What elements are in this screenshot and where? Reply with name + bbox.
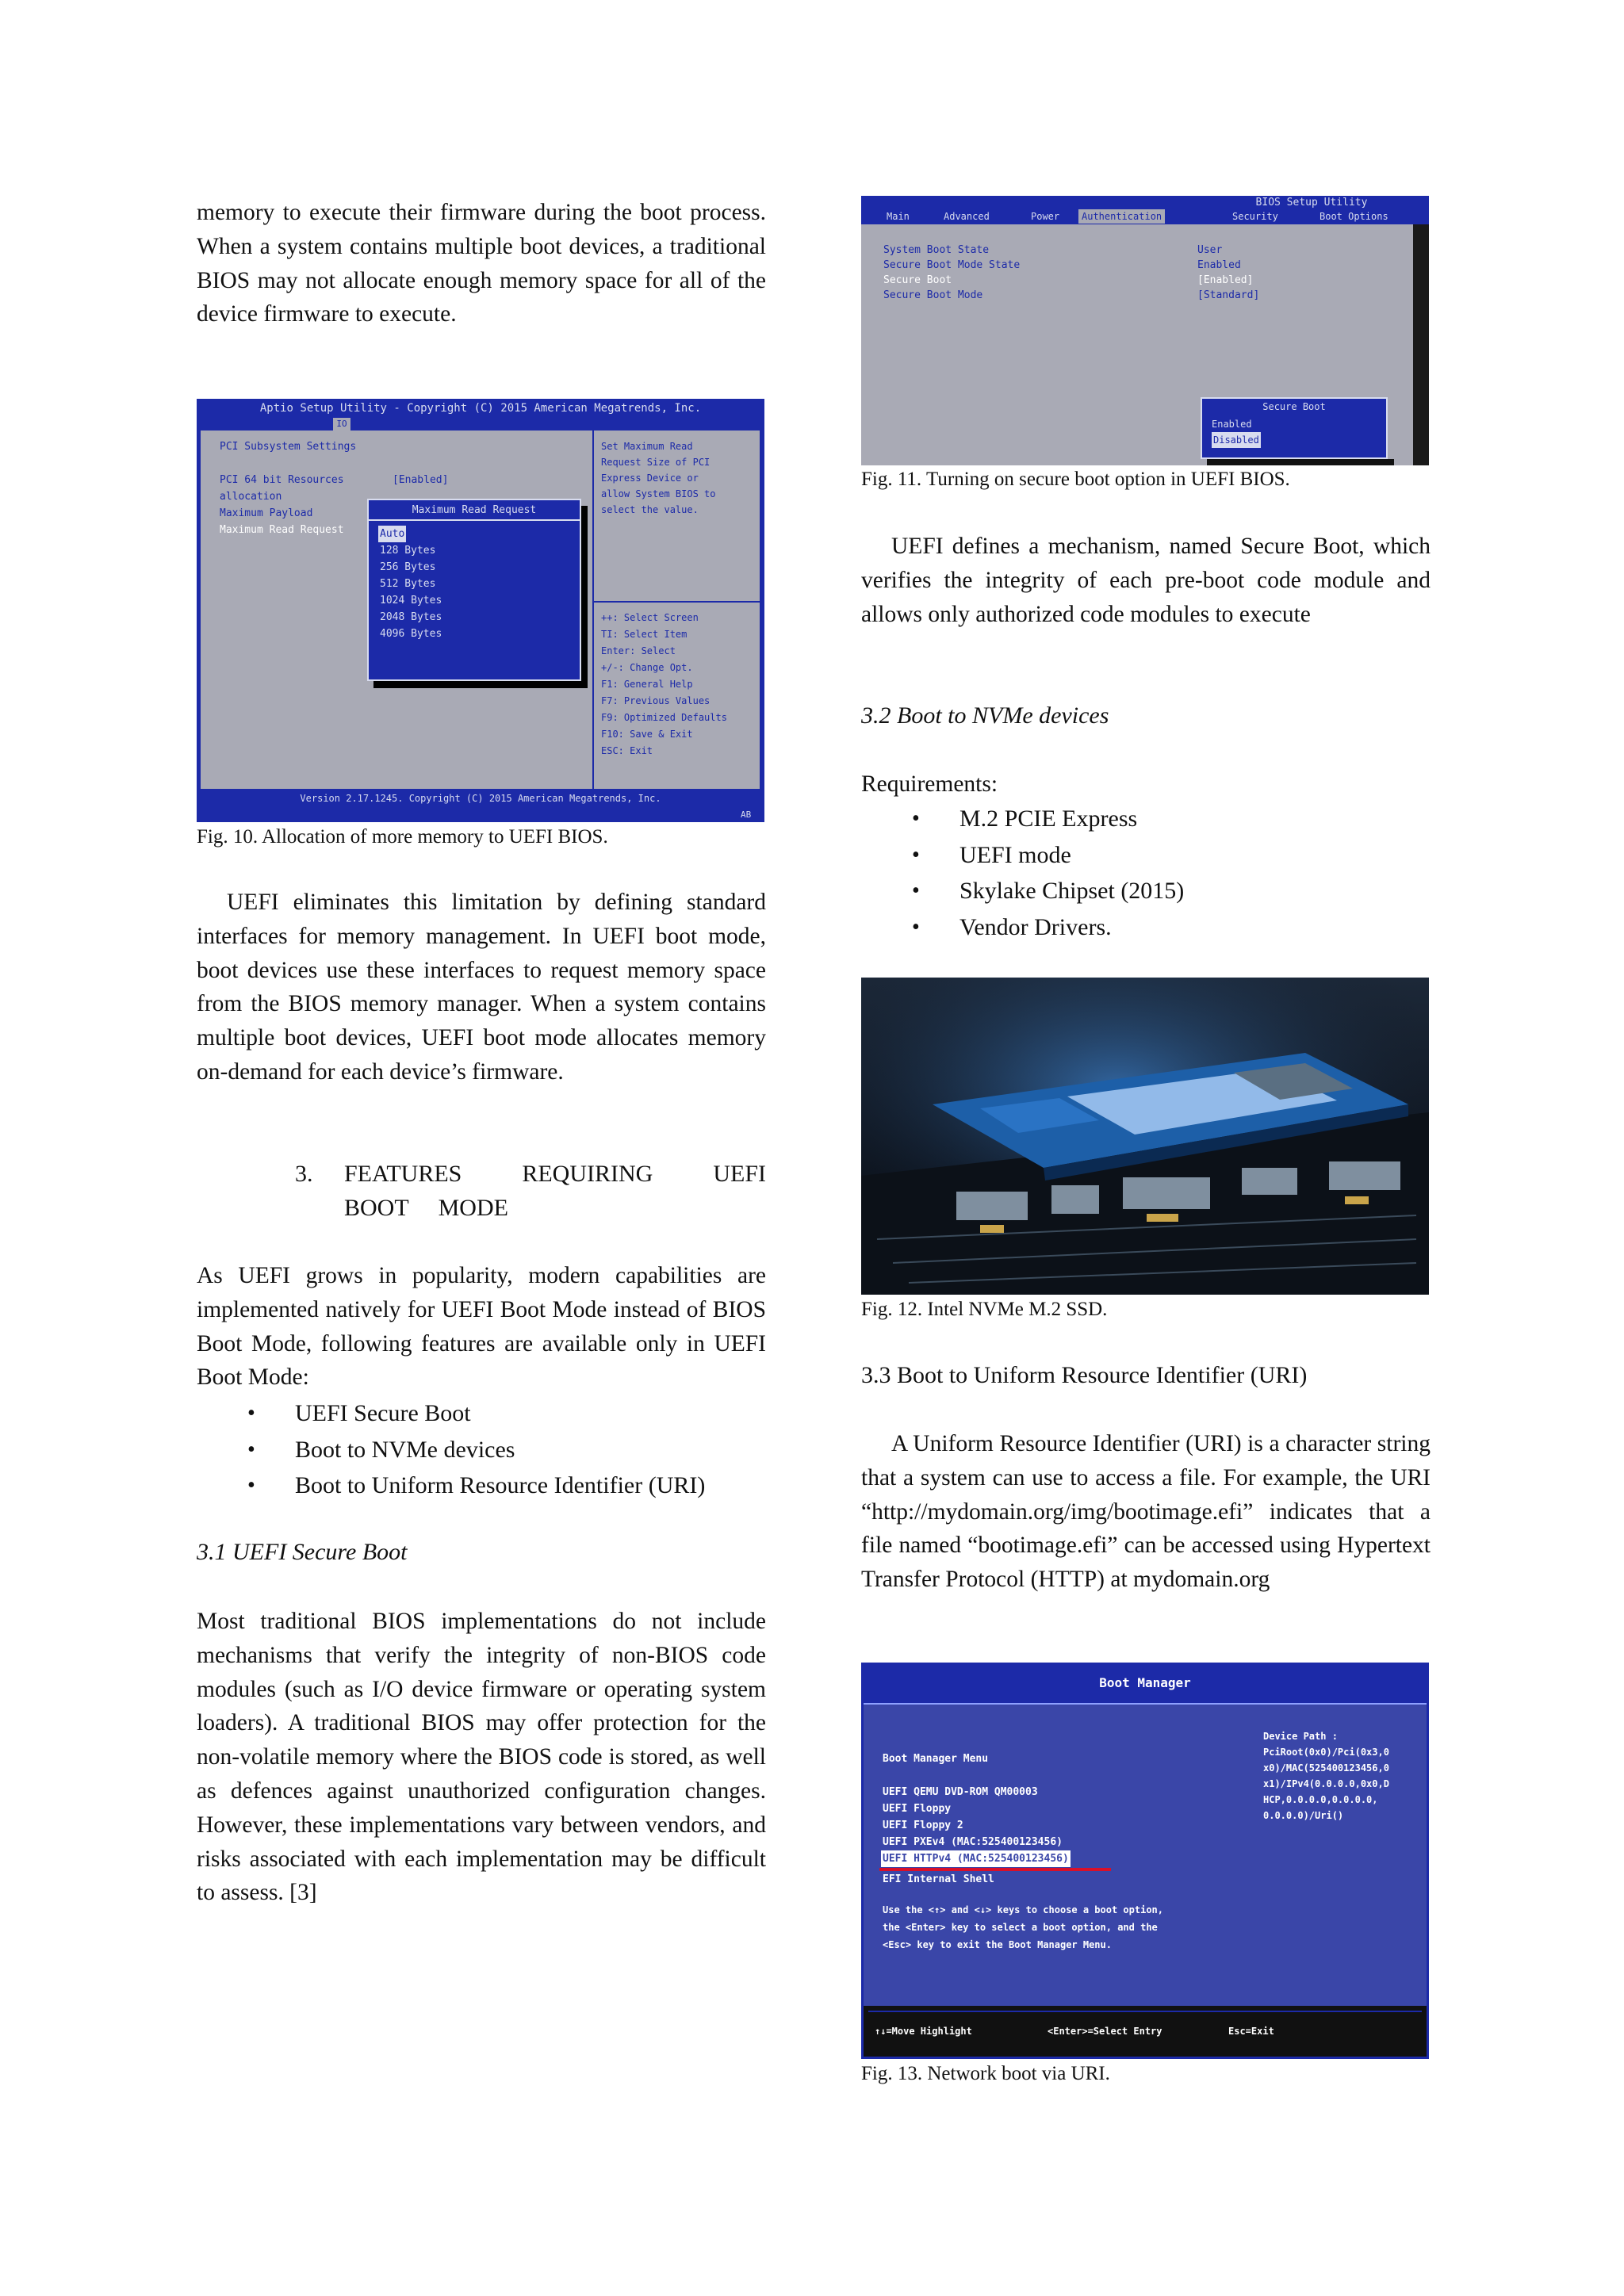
nvme-ssd-illustration [861, 978, 1429, 1295]
tab-boot-options[interactable]: Boot Options [1320, 211, 1388, 222]
list-item: • UEFI Secure Boot [197, 1395, 766, 1432]
option-auto[interactable]: Auto [378, 526, 406, 542]
boot-help-text: Use the <↑> and <↓> keys to choose a boot option, the <Enter> key to select a boot option, and the <Esc> key to exit the Boot Manager Menu. [883, 1904, 1164, 1950]
setting-max-read-request[interactable]: Maximum Read Request [220, 524, 344, 536]
boot-item-dvd[interactable]: UEFI QEMU DVD-ROM QM00003 [883, 1786, 1038, 1798]
row-system-boot-state-value: User [1197, 244, 1223, 256]
list-item: • Boot to Uniform Resource Identifier (URI) [197, 1468, 766, 1504]
left-paragraph-4: Most traditional BIOS implementations do not include mechanisms that verify the integrity of non-BIOS code modules (such as I/O device firmware or operating system loaders). A traditional BIOS may offer protection for the non-volatile memory where the BIOS code is stored, as well as defences against unauthorized configuration changes. However, these implementations vary between vendors, and risks associated with each implementation may be difficult to assess. [3] [197, 1609, 766, 1906]
option-128[interactable]: 128 Bytes [380, 545, 436, 557]
tab-power[interactable]: Power [1031, 211, 1060, 222]
boot-item-efi-shell[interactable]: EFI Internal Shell [883, 1873, 994, 1885]
row-secure-boot-mode-state: Secure Boot Mode State [883, 259, 1021, 271]
option-256[interactable]: 256 Bytes [380, 561, 436, 573]
option-1024[interactable]: 1024 Bytes [380, 595, 442, 607]
list-item: • Vendor Drivers. [861, 909, 1431, 946]
figure-11-caption: Fig. 11. Turning on secure boot option in UEFI BIOS. [861, 469, 1290, 490]
requirements-label: Requirements: [861, 771, 998, 797]
row-system-boot-state: System Boot State [883, 244, 990, 256]
setting-pci-64bit[interactable]: PCI 64 bit Resources [220, 474, 344, 486]
left-paragraph-2: UEFI eliminates this limitation by defining standard interfaces for memory management. In UEFI boot mode, boot devices use these interfaces to request memory space from the BIOS memory manager. When a system contains multiple boot devices, UEFI boot mode allocates memory on-demand for each device’s firmware. [197, 890, 766, 1085]
right-paragraph-2: A Uniform Resource Identifier (URI) is a character string that a system can use to access a file. For example, the URI “http://mydomain.org/img/bootimage.efi” indicates that a file named “bootimage.efi” can be accessed using Hypertext Transfer Protocol (HTTP) at mydomain.org [861, 1431, 1431, 1593]
setting-pci-64bit-value: [Enabled] [393, 474, 449, 486]
list-item: • M.2 PCIE Express [861, 801, 1431, 837]
figure-13-boot-manager-screenshot [861, 1663, 1429, 2059]
secure-boot-popup [1201, 397, 1388, 459]
boot-item-httpv4[interactable]: UEFI HTTPv4 (MAC:525400123456) [881, 1850, 1071, 1867]
bios-key-legend: ++: Select Screen TI: Select Item Enter: Select +/-: Change Opt. F1: General Help F7: Previous Values F9: Optimized Defaults F10: Save & Exit ESC: Exit [601, 612, 727, 756]
figure-10-caption: Fig. 10. Allocation of more memory to UEFI BIOS. [197, 826, 608, 848]
boot-item-floppy-2[interactable]: UEFI Floppy 2 [883, 1820, 963, 1831]
bios-content-panel [201, 430, 760, 789]
option-enabled[interactable]: Enabled [1212, 419, 1252, 430]
figure-10-bios-screenshot [197, 399, 764, 822]
pci-settings-header: PCI Subsystem Settings [220, 441, 357, 453]
features-list [197, 1395, 766, 1504]
boot-item-pxev4[interactable]: UEFI PXEv4 (MAC:525400123456) [883, 1836, 1063, 1848]
footer-move-highlight: ↑↓=Move Highlight [875, 2026, 972, 2037]
setting-max-payload[interactable]: Maximum Payload [220, 507, 313, 519]
option-disabled[interactable]: Disabled [1212, 432, 1261, 448]
setting-allocation: allocation [220, 491, 282, 503]
figure-13-caption: Fig. 13. Network boot via URI. [861, 2063, 1110, 2084]
figure-12-caption: Fig. 12. Intel NVMe M.2 SSD. [861, 1299, 1108, 1320]
footer-select-entry: <Enter>=Select Entry [1048, 2026, 1162, 2037]
section-3-number: 3. [295, 1161, 313, 1187]
boot-item-floppy[interactable]: UEFI Floppy [883, 1803, 952, 1815]
left-paragraph-3: As UEFI grows in popularity, modern capabilities are implemented natively for UEFI Boot Mode instead of BIOS Boot Mode, following features are available only in UEFI Boot Mode: [197, 1263, 766, 1391]
requirements-list [861, 801, 1431, 945]
boot-manager-title: Boot Manager [1099, 1675, 1191, 1690]
left-paragraph-1: memory to execute their firmware during the boot process. When a system contains multiple boot devices, a traditional BIOS may not allocate enough memory space for all of the device firmware to execute. [197, 200, 766, 327]
tab-main[interactable]: Main [887, 211, 910, 222]
list-item: • Skylake Chipset (2015) [861, 873, 1431, 909]
tab-advanced[interactable]: Advanced [944, 211, 990, 222]
option-4096[interactable]: 4096 Bytes [380, 628, 442, 640]
subsection-3-2-heading: 3.2 Boot to NVMe devices [861, 702, 1109, 729]
tab-authentication[interactable]: Authentication [1078, 209, 1165, 224]
list-item: • UEFI mode [861, 837, 1431, 874]
right-paragraph-1: UEFI defines a mechanism, named Secure Boot, which verifies the integrity of each pre-boot code module and allows only authorized code modules to execute [861, 534, 1431, 627]
row-secure-boot[interactable]: Secure Boot [883, 274, 952, 286]
row-secure-boot-mode-value[interactable]: [Standard] [1197, 289, 1260, 301]
boot-menu-label: Boot Manager Menu [883, 1753, 989, 1765]
device-path-text: Device Path : PciRoot(0x0)/Pci(0x3,0 x0)/MAC(525400123456,0 x1)/IPv4(0.0.0.0,0x0,D HCP,0.0.0.0,0.0.0.0, 0.0.0.0)/Uri() [1263, 1731, 1389, 1821]
bios-corner-label: AB [741, 809, 752, 820]
popup-title: Maximum Read Request [369, 502, 580, 519]
bios-title: BIOS Setup Utility [1255, 197, 1368, 209]
figure-11-bios-screenshot [861, 196, 1429, 465]
popup-title: Secure Boot [1262, 401, 1326, 412]
bios-footer: Version 2.17.1245. Copyright (C) 2015 American Megatrends, Inc. [300, 793, 661, 804]
bios-tab[interactable]: IO [333, 418, 350, 430]
subsection-3-1-heading: 3.1 UEFI Secure Boot [197, 1539, 408, 1565]
row-secure-boot-value[interactable]: [Enabled] [1197, 274, 1254, 286]
subsection-3-3-heading: 3.3 Boot to Uniform Resource Identifier (URI) [861, 1362, 1308, 1388]
footer-esc-exit: Esc=Exit [1228, 2026, 1274, 2037]
figure-12-nvme-photo [861, 978, 1429, 1295]
bios-title: Aptio Setup Utility - Copyright (C) 2015 American Megatrends, Inc. [259, 402, 702, 415]
option-2048[interactable]: 2048 Bytes [380, 611, 442, 623]
row-secure-boot-mode-state-value: Enabled [1197, 259, 1241, 271]
max-read-request-popup [367, 499, 581, 681]
row-secure-boot-mode[interactable]: Secure Boot Mode [883, 289, 983, 301]
bios-help-text: Set Maximum Read Request Size of PCI Express Device or allow System BIOS to select the value. [601, 441, 716, 515]
list-item: • Boot to NVMe devices [197, 1432, 766, 1468]
section-3-title: FEATURES REQUIRING UEFI BOOT MODE [344, 1161, 766, 1221]
option-512[interactable]: 512 Bytes [380, 578, 436, 590]
tab-security[interactable]: Security [1232, 211, 1278, 222]
